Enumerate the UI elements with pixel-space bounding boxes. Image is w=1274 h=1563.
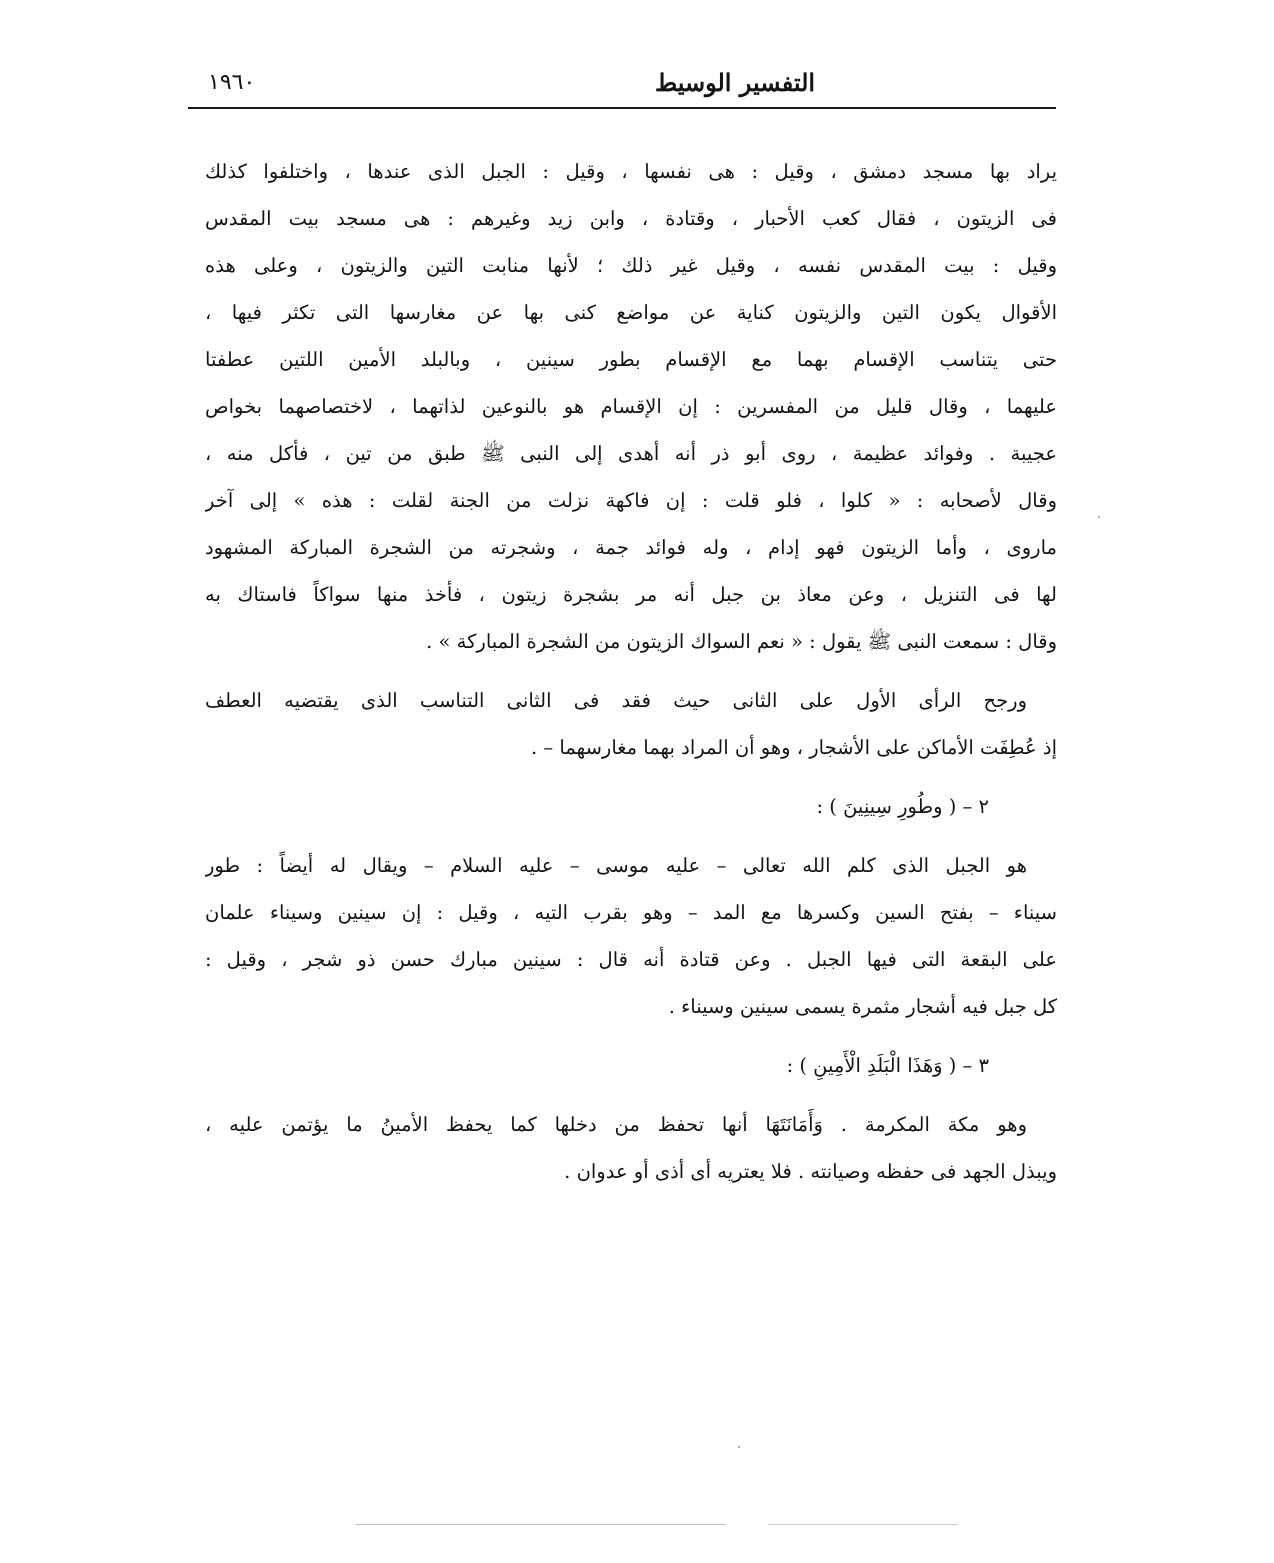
paragraph-2 <box>205 677 1057 771</box>
text-line: فى الزيتون ، فقال كعب الأحبار ، وقتادة ، وابن زيد وغيرهم : هى مسجد بيت المقدس <box>205 207 1057 230</box>
text-line: ورجح الرأى الأول على الثانى حيث فقد فى الثانى التناسب الذى يقتضيه العطف <box>205 689 1027 712</box>
text-line: عجيبة . وفوائد عظيمة ، روى أبو ذر أنه أهدى إلى النبى ﷺ طبق من تين ، فأكل منه ، <box>205 442 1057 465</box>
text-line: يراد بها مسجد دمشق ، وقيل : هى نفسها ، وقيل : الجبل الذى عندها ، واختلفوا كذلك <box>205 160 1057 183</box>
paragraph-4 <box>205 1101 1057 1195</box>
running-title: التفسير الوسيط <box>654 68 816 97</box>
text-line: إذ عُطِفَت الأماكن على الأشجار ، وهو أن المراد بهما مغارسهما – . <box>531 736 1057 759</box>
text-line: وهو مكة المكرمة . وَأَمَانَتَهَا أنها تحفظ من دخلها كما يحفظ الأمينُ ما يؤتمن عليه ، <box>205 1113 1027 1136</box>
text-line: على البقعة التى فيها الجبل . وعن قتادة أنه قال : سينين مبارك حسن ذو شجر ، وقيل : <box>205 948 1057 971</box>
section-heading-2: ٢ – ( وطُورِ سِينِينَ ) : <box>816 795 989 818</box>
text-line: وقيل : بيت المقدس نفسه ، وقيل غير ذلك ؛ لأنها منابت التين والزيتون ، وعلى هذه <box>205 254 1057 277</box>
text-line: وقال لأصحابه : « كلوا ، فلو قلت : إن فاكهة نزلت من الجنة لقلت : هذه » إلى آخر <box>205 489 1057 512</box>
text-line: هو الجبل الذى كلم الله تعالى – عليه موسى – عليه السلام – ويقال له أيضاً : طور <box>205 854 1027 877</box>
text-line: وقال : سمعت النبى ﷺ يقول : « نعم السواك الزيتون من الشجرة المباركة » . <box>426 630 1057 653</box>
text-line: الأقوال يكون التين والزيتون كناية عن مواضع كنى بها عن مغارسها التى تكثر فيها ، <box>205 301 1057 324</box>
text-line: عليهما ، وقال قليل من المفسرين : إن الإقسام هو بالنوعين لذاتهما ، لاختصاصهما بخواص <box>205 395 1057 418</box>
running-header <box>188 62 1056 102</box>
text-line: لها فى التنزيل ، وعن معاذ بن جبل أنه مر بشجرة زيتون ، فأخذ منها سواكاً فاستاك به <box>205 583 1057 606</box>
text-line: حتى يتناسب الإقسام بهما مع الإقسام بطور سينين ، وبالبلد الأمين اللتين عطفتا <box>205 348 1057 371</box>
text-line: كل جبل فيه أشجار مثمرة يسمى سينين وسيناء . <box>668 995 1057 1018</box>
scan-edge-line <box>768 1524 958 1525</box>
scan-speck <box>1098 516 1100 518</box>
scan-speck <box>738 1446 740 1448</box>
paragraph-1 <box>205 148 1057 665</box>
text-line: ويبذل الجهد فى حفظه وصيانته . فلا يعتريه أى أذى أو عدوان . <box>564 1160 1057 1183</box>
page-number: ١٩٦٠ <box>208 70 256 95</box>
scan-edge-line <box>356 1524 726 1525</box>
header-rule <box>188 107 1056 109</box>
text-line: سيناء – بفتح السين وكسرها مع المد – وهو بقرب التيه ، وقيل : إن سينين وسيناء علمان <box>205 901 1057 924</box>
text-line: ماروى ، وأما الزيتون فهو إدام ، وله فوائد جمة ، وشجرته من الشجرة المباركة المشهود <box>205 536 1057 559</box>
body-text <box>205 148 1057 1195</box>
section-heading-3: ٣ – ( وَهَذَا الْبَلَدِ الْأَمِينِ ) : <box>786 1054 989 1077</box>
paragraph-3 <box>205 842 1057 1030</box>
